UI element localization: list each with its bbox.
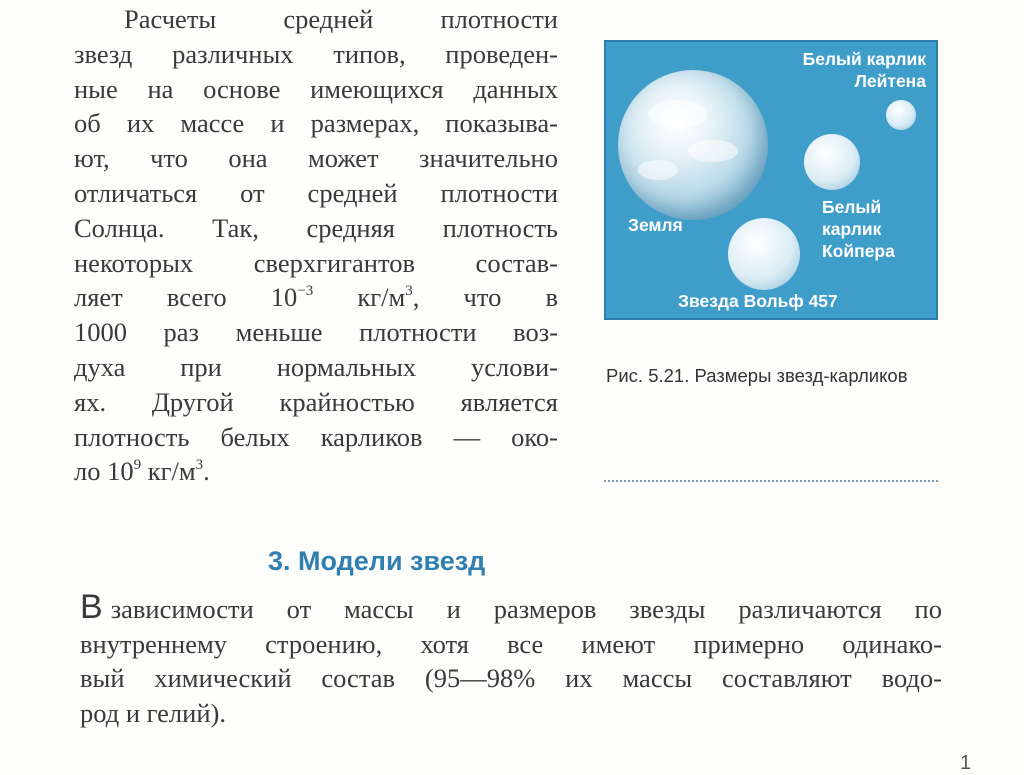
left-text-column xyxy=(74,0,558,489)
text-line-density: ляет всего $10^{-3}$ $кг/м^3$, что в xyxy=(74,282,559,313)
text-line: плотность белых карликов — око- xyxy=(74,421,558,452)
wide-paragraph xyxy=(80,588,942,730)
text-line: ют, что она может значительно xyxy=(74,143,558,174)
earth-sphere xyxy=(618,70,768,220)
page-marker: 1 xyxy=(960,752,972,774)
drop-cap: В xyxy=(80,588,103,626)
text-line: отличаться от средней плотности xyxy=(74,177,558,208)
label-earth: Земля xyxy=(628,215,683,235)
text-line-last: ло $10^9$ $кг/м^3$. xyxy=(74,456,210,487)
star-size-figure xyxy=(604,40,938,320)
text-line: духа при нормальных услови- xyxy=(74,351,558,382)
text-line: вый химический состав (95—98% их массы составляют водо- xyxy=(80,663,942,693)
dotted-divider xyxy=(604,480,938,482)
text-line: некоторых сверхгигантов состав- xyxy=(74,247,558,278)
label-wolf: Звезда Вольф 457 xyxy=(678,291,838,311)
text-line: Солнца. Так, средняя плотность xyxy=(74,212,558,243)
text-line: Расчеты средней плотности xyxy=(124,4,558,34)
text-line: внутреннему строению, хотя все имеют примерно одинако- xyxy=(80,628,942,659)
label-laiten: Белый карлик Лейтена xyxy=(802,49,926,91)
text-line: ные на основе имеющихся данных xyxy=(74,73,558,104)
label-kuiper: Белый карлик Койпера xyxy=(822,197,895,261)
text-line-last: род и гелий). xyxy=(80,697,226,728)
text-line: 1000 раз меньше плотности воз- xyxy=(74,317,558,348)
section-heading: 3. Модели звезд xyxy=(268,546,486,576)
wolf-457-sphere xyxy=(728,218,800,290)
figure-caption: Рис. 5.21. Размеры звезд-карликов xyxy=(606,365,908,386)
white-dwarf-kuiper-sphere xyxy=(804,134,860,190)
white-dwarf-laiten-sphere xyxy=(886,100,916,130)
text-line: об их массе и размерах, показыва- xyxy=(74,108,558,139)
text-line: ях. Другой крайностью является xyxy=(74,386,558,417)
text-line: В зависимости от массы и размеров звезды различаются по xyxy=(80,588,942,626)
text-line: звезд различных типов, проведен- xyxy=(74,38,558,69)
